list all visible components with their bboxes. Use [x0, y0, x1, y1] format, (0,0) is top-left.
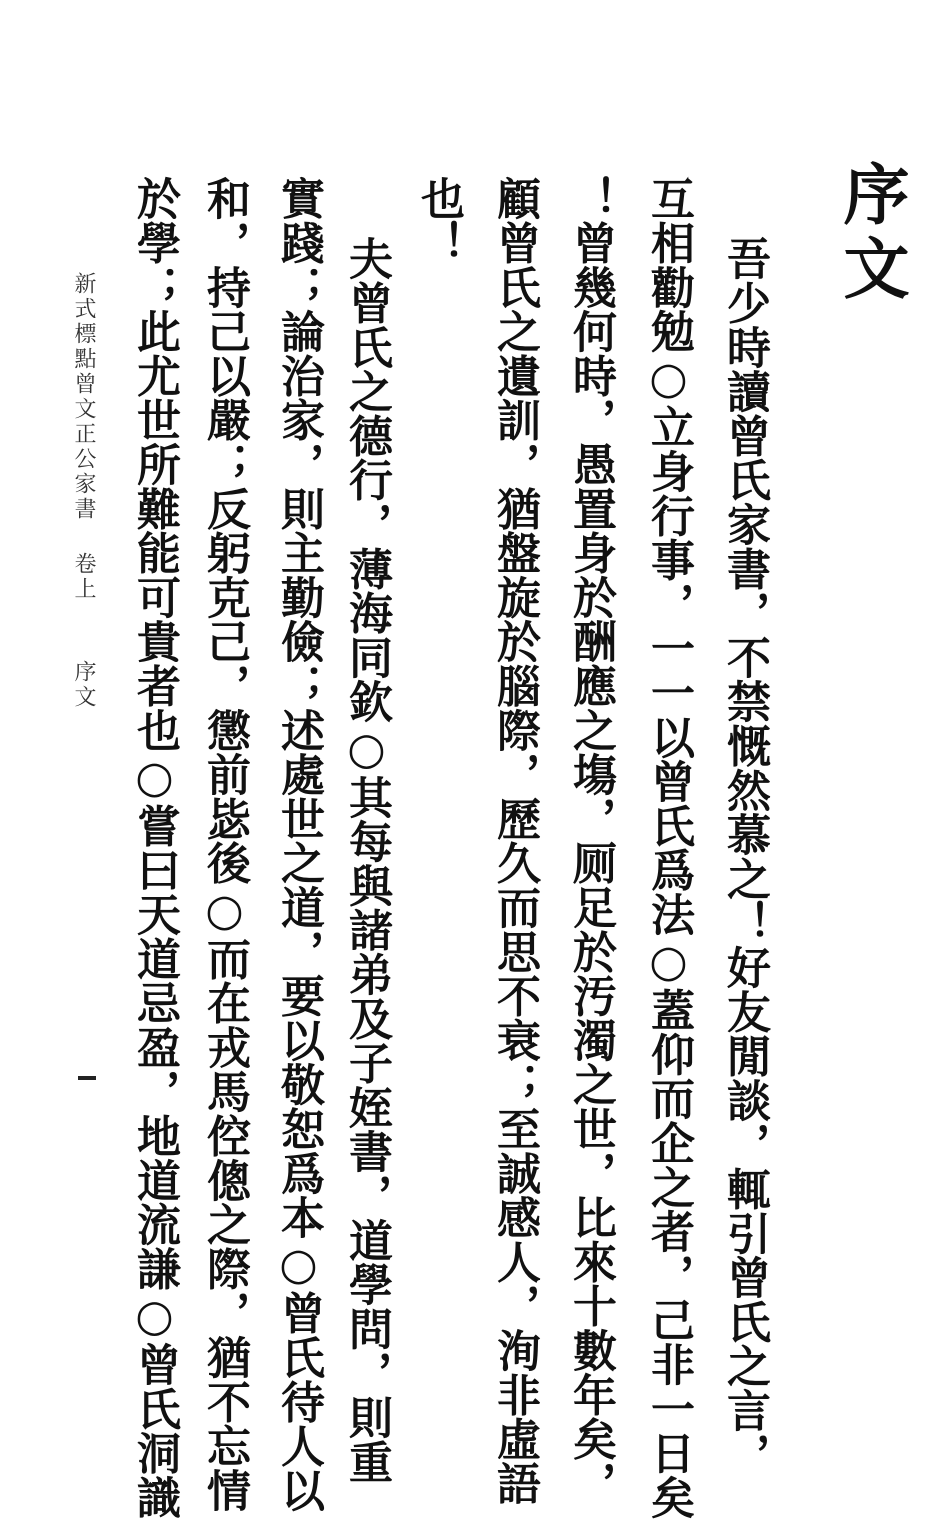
page-title: 序文: [832, 160, 910, 308]
page-number: [78, 1076, 96, 1080]
text-column: 和，持己以嚴；反躬克己，懲前毖後○而在戎馬倥傯之際，猶不忘情: [199, 176, 250, 1512]
text-column: 於學；此尤世所難能可貴者也○嘗曰天道忌盈，地道流謙○曾氏洞識: [129, 176, 180, 1519]
text-column: ！曾幾何時，愚置身於酬應之塲，厕足於汚濁之世，比來十數年矣，: [565, 176, 616, 1505]
book-title: 新式標點曾文正公家書: [71, 272, 96, 522]
text-column: 夫曾氏之德行，薄海同欽○其每與諸弟及子姪書，道學問，則重: [341, 236, 392, 1484]
page-footer: [72, 272, 94, 710]
text-column: 顧曾氏之遺訓，猶盤旋於腦際，歷久而思不衰；至誠感人，洵非虛語: [489, 176, 540, 1505]
text-column: 互相勸勉○立身行事，一一以曾氏爲法○蓋仰而企之者，己非一日矣: [643, 176, 694, 1519]
text-column: 吾少時讀曾氏家書，不禁慨然慕之！好友閒談，輒引曾氏之言，: [719, 236, 770, 1477]
text-column: 實踐；論治家，則主勤儉；述處世之道，要以敬恕爲本○曾氏待人以: [273, 176, 324, 1512]
section-label: 序文: [71, 660, 96, 710]
volume-label: 卷上: [71, 552, 96, 602]
text-column: 也！: [413, 176, 464, 265]
